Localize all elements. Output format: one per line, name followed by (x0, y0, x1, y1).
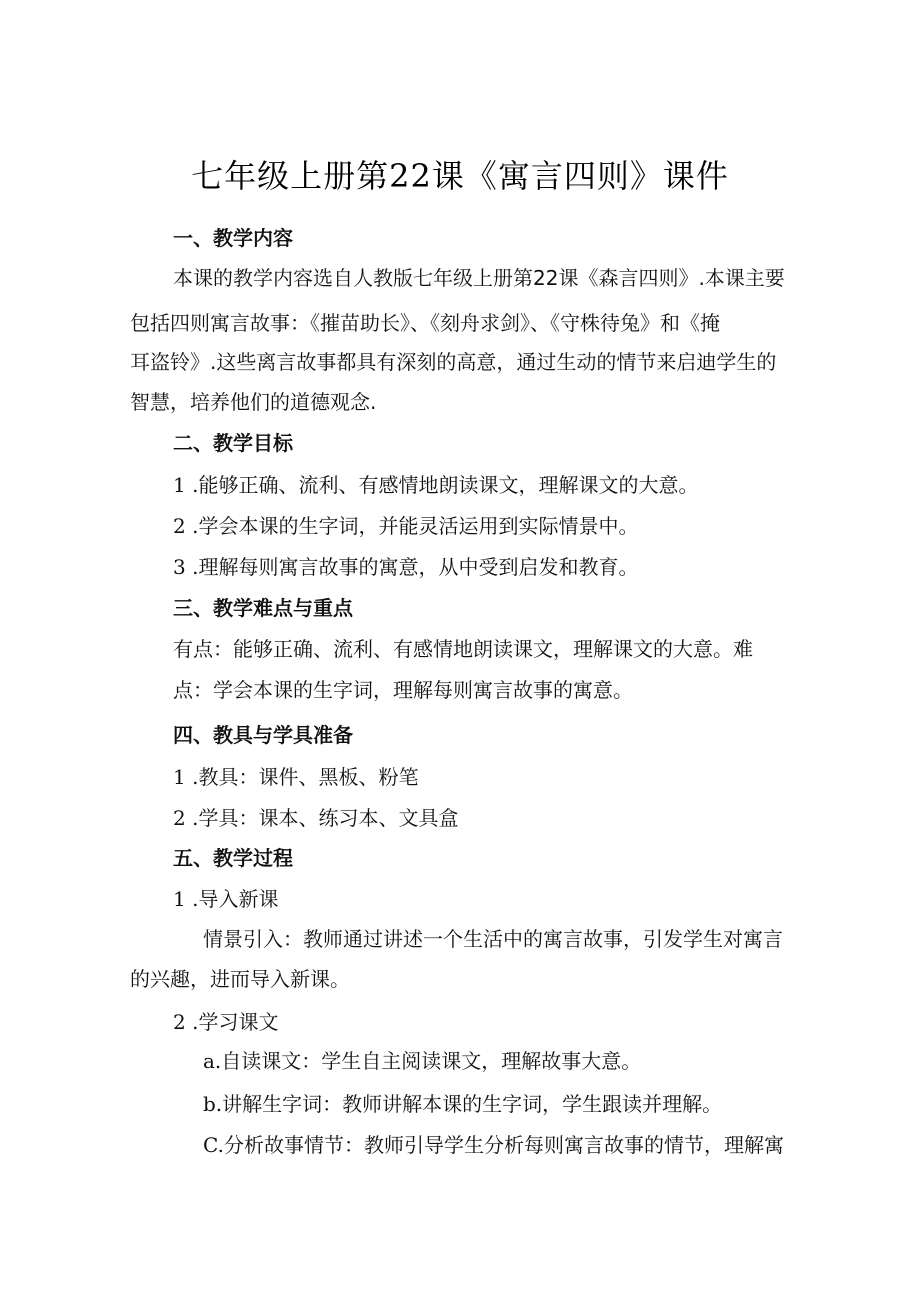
list-item: 3 .理解每则寓言故事的寓意，从中受到启发和教育。 (173, 555, 639, 579)
section-heading-teaching-content: 一、教学内容 (173, 226, 293, 250)
paragraph-line: 的兴趣，进而导入新课。 (130, 967, 350, 991)
paragraph-line: 情景引入：教师通过讲述一个生活中的寓言故事，引发学生对寓言 (203, 927, 783, 951)
section-heading-difficulties: 三、教学难点与重点 (173, 596, 353, 620)
list-item: 1 .教具：课件、黑板、粉笔 (173, 765, 419, 789)
list-item: 1 .能够正确、流利、有感情地朗读课文，理解课文的大意。 (173, 473, 699, 497)
step-label: 2 .学习课文 (173, 1010, 279, 1034)
paragraph-line: 有点：能够正确、流利、有感情地朗读课文，理解课文的大意。难 (173, 637, 753, 661)
paragraph-line: 点：学会本课的生字词，理解每则寓言故事的寓意。 (173, 678, 633, 702)
paragraph-line: 本课的教学内容选自人教版七年级上册第22课《森言四则》.本课主要 (173, 266, 785, 290)
section-heading-materials: 四、教具与学具准备 (173, 723, 353, 747)
list-item: a.自读课文：学生自主阅读课文，理解故事大意。 (203, 1049, 642, 1073)
section-heading-process: 五、教学过程 (173, 846, 293, 870)
step-label: 1 .导入新课 (173, 887, 279, 911)
list-item: C.分析故事情节：教师引导学生分析每则寓言故事的情节，理解寓 (203, 1133, 784, 1157)
section-heading-teaching-goals: 二、教学目标 (173, 431, 293, 455)
list-item: b.讲解生字词：教师讲解本课的生字词，学生跟读并理解。 (203, 1092, 723, 1116)
paragraph-line: 智慧，培养他们的道德观念. (130, 390, 377, 414)
paragraph-line: 包括四则寓言故事：《摧苗助长》、《刻舟求剑》、《守株待兔》和《掩 (130, 311, 720, 335)
document-title: 七年级上册第22课《寓言四则》课件 (191, 157, 729, 195)
list-item: 2 .学会本课的生字词，并能灵活运用到实际情景中。 (173, 514, 639, 538)
list-item: 2 .学具：课本、练习本、文具盒 (173, 806, 459, 830)
paragraph-line: 耳盗铃》.这些离言故事都具有深刻的高意，通过生动的情节来启迪学生的 (130, 350, 777, 374)
